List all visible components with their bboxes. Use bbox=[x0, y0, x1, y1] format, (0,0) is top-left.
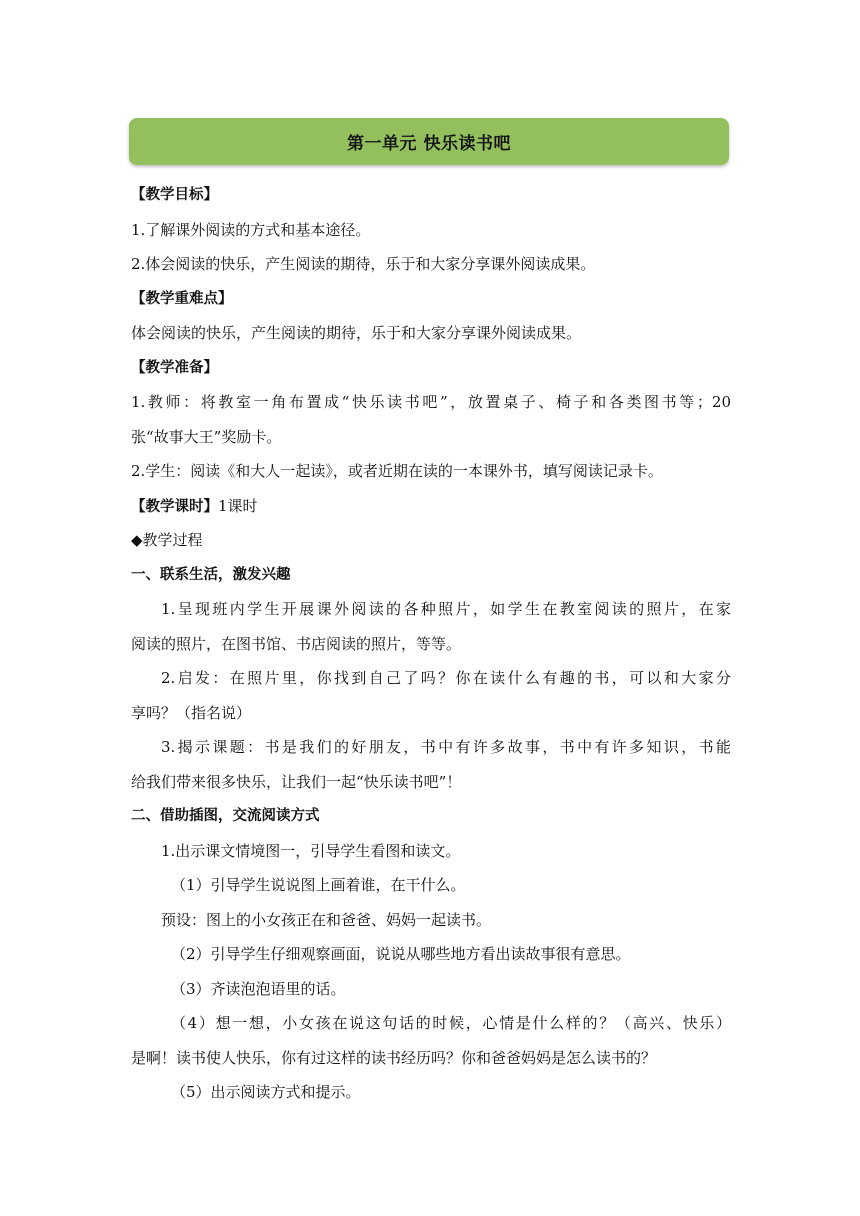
key-points-heading: 【教学重难点】 bbox=[131, 290, 233, 307]
section-2-step-3: （3）齐读泡泡语里的话。 bbox=[171, 979, 346, 998]
section-1-paragraph-1-line-2: 阅读的照片，在图书馆、书店阅读的照片，等等。 bbox=[131, 634, 462, 653]
section-2-paragraph-1: 1.出示课文情境图一，引导学生看图和读文。 bbox=[161, 841, 461, 860]
section-2-step-1: （1）引导学生说说图上画着谁，在干什么。 bbox=[171, 876, 466, 894]
section-2-heading: 二、借助插图，交流阅读方式 bbox=[131, 808, 320, 824]
preparation-item-2: 2.学生：阅读《和大人一起读》，或者近期在读的一本课外书，填写阅读记录卡。 bbox=[131, 462, 663, 480]
section-2-step-4-line-2: 是啊！读书使人快乐，你有过这样的读书经历吗？你和爸爸妈妈是怎么读书的？ bbox=[131, 1048, 657, 1067]
goal-item-2: 2.体会阅读的快乐，产生阅读的期待，乐于和大家分享课外阅读成果。 bbox=[131, 255, 596, 273]
section-1-heading: 一、联系生活，激发兴趣 bbox=[131, 566, 291, 583]
title-banner bbox=[129, 118, 729, 165]
section-2-step-5: （5）出示阅读方式和提示。 bbox=[171, 1083, 361, 1101]
section-2-step-1-answer: 预设：图上的小女孩正在和爸爸、妈妈一起读书。 bbox=[161, 910, 492, 929]
section-1-paragraph-1-line-1: 1.呈现班内学生开展课外阅读的各种照片，如学生在教室阅读的照片，在家 bbox=[161, 600, 731, 618]
class-hours-row bbox=[131, 489, 731, 524]
section-1-paragraph-3-line-1: 3.揭示课题：书是我们的好朋友，书中有许多故事，书中有许多知识，书能 bbox=[161, 738, 731, 756]
class-hours-value: 1课时 bbox=[218, 496, 258, 515]
section-1-paragraph-2-line-1: 2.启发：在照片里，你找到自己了吗？你在读什么有趣的书，可以和大家分 bbox=[161, 669, 731, 687]
section-1-paragraph-3-line-2: 给我们带来很多快乐，让我们一起“快乐读书吧”！ bbox=[131, 772, 462, 791]
document-body bbox=[131, 178, 731, 1110]
goals-heading: 【教学目标】 bbox=[131, 187, 218, 203]
key-points-text: 体会阅读的快乐，产生阅读的期待，乐于和大家分享课外阅读成果。 bbox=[131, 324, 582, 342]
section-2-step-4-line-1: （4）想一想，小女孩在说这句话的时候，心情是什么样的？（高兴、快乐） bbox=[171, 1014, 731, 1032]
process-label: ◆教学过程 bbox=[131, 531, 203, 549]
goal-item-1: 1.了解课外阅读的方式和基本途径。 bbox=[131, 220, 371, 239]
preparation-heading: 【教学准备】 bbox=[131, 359, 218, 376]
section-1-paragraph-2-line-2: 享吗？（指名说） bbox=[131, 703, 252, 722]
class-hours-heading: 【教学课时】 bbox=[131, 498, 218, 515]
preparation-item-1-line-1: 1.教师：将教室一角布置成“快乐读书吧”，放置桌子、椅子和各类图书等；20 bbox=[131, 393, 731, 411]
page-title: 第一单元 快乐读书吧 bbox=[347, 134, 511, 154]
preparation-item-1-line-2: 张“故事大王”奖励卡。 bbox=[131, 427, 282, 446]
section-2-step-2: （2）引导学生仔细观察画面，说说从哪些地方看出读故事很有意思。 bbox=[171, 945, 631, 963]
